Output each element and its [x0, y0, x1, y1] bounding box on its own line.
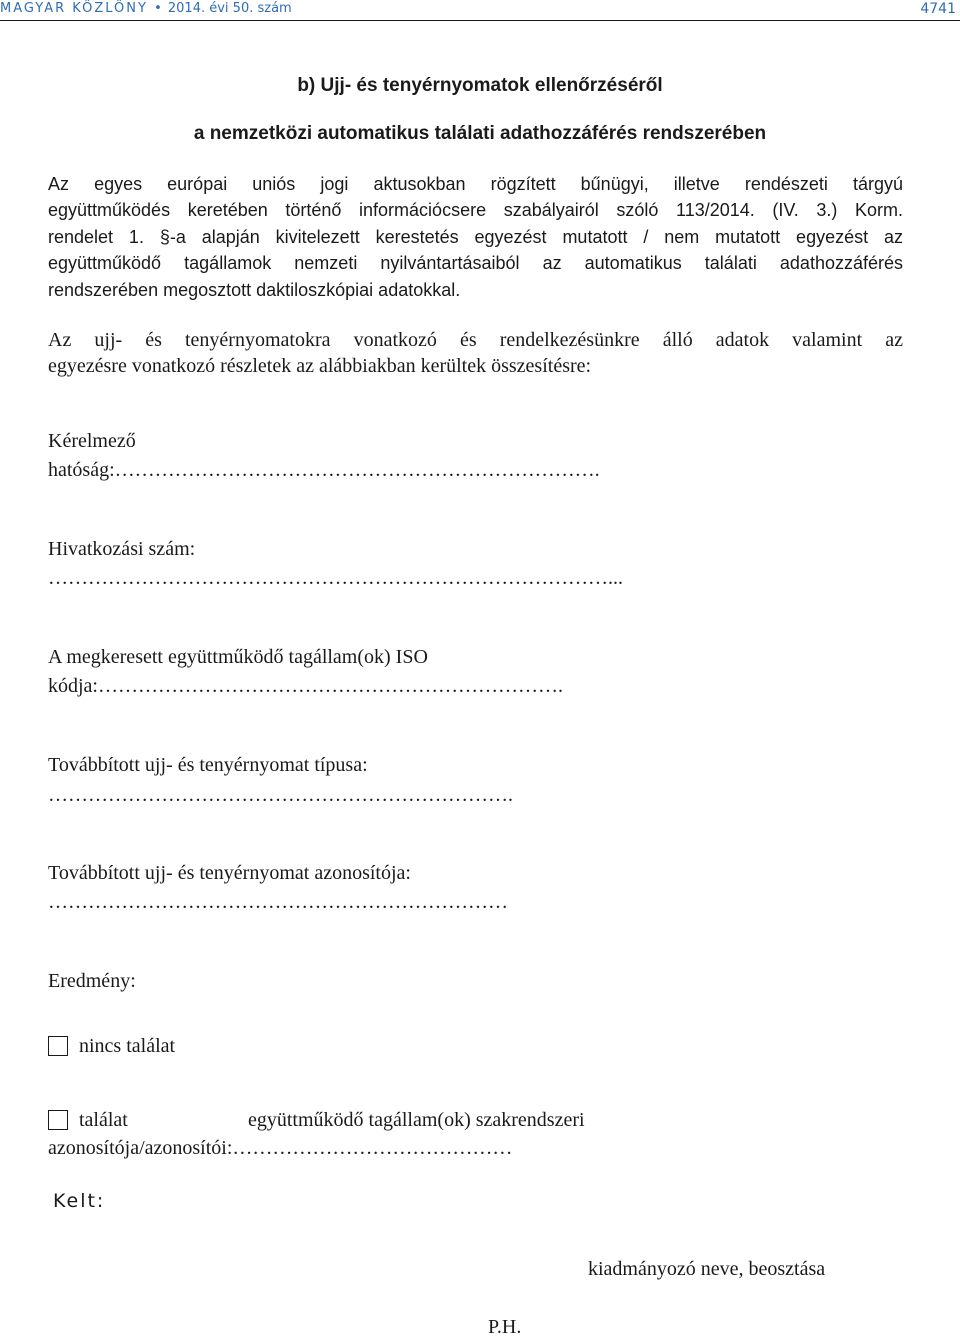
match-ids-fill-line: azonosítója/azonosítói:……………………………………: [48, 1137, 513, 1159]
iso-fill-line: kódja:…………………………………………………………….: [48, 675, 563, 697]
result-label: Eredmény:: [48, 970, 136, 992]
header-bullet: •: [154, 1, 162, 16]
intro-line: rendszerében megosztott daktiloszkópiai adatokkal.: [48, 280, 461, 300]
intro-line: együttműködés keretében történő információcsere szabályairól szóló 113/2014. (IV. 3.) Korm.: [48, 200, 903, 220]
print-type-label: Továbbított ujj- és tenyérnyomat típusa:: [48, 754, 368, 776]
section-title: b) Ujj- és tenyérnyomatok ellenőrzéséről: [297, 75, 663, 96]
issue-label: 2014. évi 50. szám: [167, 1, 292, 16]
stamp-label: P.H.: [488, 1316, 522, 1338]
match-system-label: együttműködő tagállam(ok) szakrendszeri: [248, 1109, 585, 1131]
match-checkbox[interactable]: [48, 1110, 68, 1130]
intro-line: rendelet 1. §-a alapján kivitelezett kerestetés egyezést mutatott / nem mutatott egyezést az: [48, 227, 903, 247]
print-id-label: Továbbított ujj- és tenyérnyomat azonosítója:: [48, 862, 411, 884]
authority-fill-line: hatóság:……………………………………………………………….: [48, 459, 600, 481]
journal-name: MAGYAR KÖZLÖNY: [0, 1, 148, 16]
page-number: 4741: [920, 1, 956, 17]
reference-label: Hivatkozási szám:: [48, 538, 196, 560]
journal-header: [0, 1, 292, 16]
signatory-label: kiadmányozó neve, beosztása: [588, 1258, 826, 1280]
date-label: Kelt:: [53, 1190, 106, 1212]
summary-line: egyezésre vonatkozó részletek az alábbiakban kerültek összesítésre:: [48, 355, 592, 377]
no-match-label: nincs találat: [79, 1035, 176, 1057]
summary-line: Az ujj- és tenyérnyomatokra vonatkozó és rendelkezésünkre álló adatok valamint az: [48, 329, 903, 351]
print-type-fill-line: …………………………………………………………….: [48, 784, 513, 806]
match-label: találat: [79, 1109, 128, 1131]
section-subtitle: a nemzetközi automatikus találati adathozzáférés rendszerében: [193, 123, 767, 144]
intro-line: együttműködő tagállamok nemzeti nyilvántartásaiból az automatikus találati adathozzáférés: [48, 253, 903, 273]
authority-label: Kérelmező: [48, 430, 136, 452]
reference-fill-line: …………………………………………………………………………...: [48, 567, 623, 589]
print-id-fill-line: ……………………………………………………………: [48, 891, 508, 913]
header-divider: [0, 20, 960, 21]
intro-line: Az egyes európai uniós jogi aktusokban rögzített bűnügyi, illetve rendészeti tárgyú: [48, 174, 903, 194]
iso-label: A megkeresett együttműködő tagállam(ok) ISO: [48, 646, 428, 668]
no-match-checkbox[interactable]: [48, 1036, 68, 1056]
